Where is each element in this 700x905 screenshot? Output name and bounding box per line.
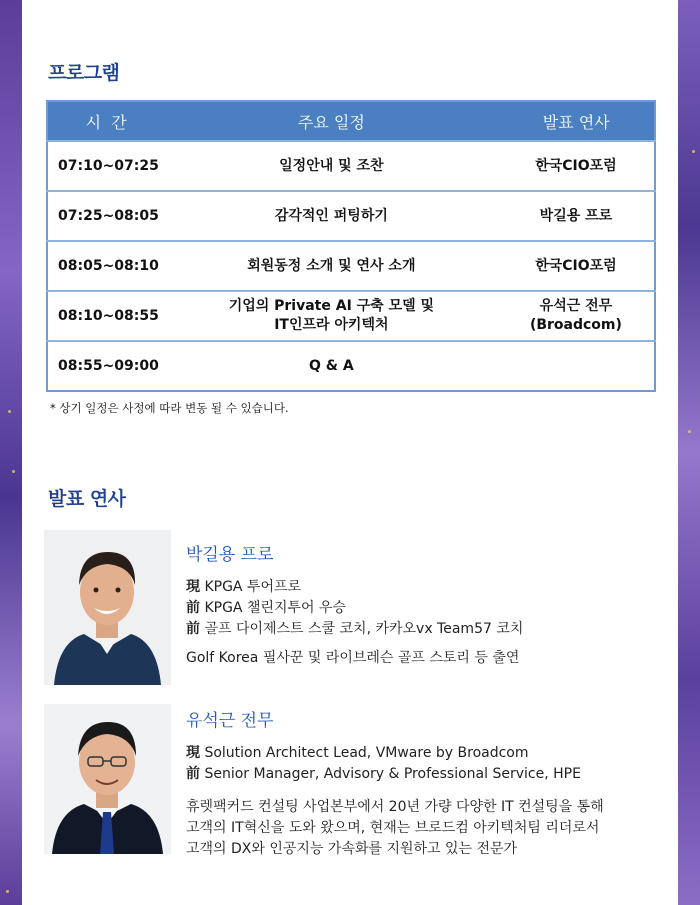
row-speaker xyxy=(498,341,655,391)
speaker-current xyxy=(186,743,676,764)
row-speaker-line: (Broadcom) xyxy=(529,317,622,333)
schedule-note: * 상기 일정은 사정에 따라 변동 될 수 있습니다. xyxy=(50,401,289,415)
table-row xyxy=(47,341,655,391)
header-schedule: 주요 일정 xyxy=(165,101,498,141)
former-mark: 前 xyxy=(186,621,200,637)
gold-speck xyxy=(6,890,9,893)
speaker-portrait-icon xyxy=(44,704,171,854)
speaker-name: 유석근 전무 xyxy=(186,711,274,731)
row-speaker: 박길용 프로 xyxy=(498,191,655,241)
row-schedule: Q & A xyxy=(165,341,498,391)
former-role: KPGA 챌린지투어 우승 xyxy=(204,600,347,616)
speaker-photo xyxy=(44,530,171,685)
right-decorative-border xyxy=(678,0,700,905)
speaker-bio: Golf Korea 필사꾼 및 라이브레슨 골프 스토리 등 출연 xyxy=(186,650,520,666)
row-time: 07:25~08:05 xyxy=(47,191,165,241)
program-table xyxy=(46,100,656,392)
row-speaker-line: 유석근 전무 xyxy=(539,298,613,314)
row-time: 08:55~09:00 xyxy=(47,341,165,391)
speaker-former xyxy=(186,764,676,785)
current-mark: 現 xyxy=(186,579,200,595)
speaker-former xyxy=(186,619,676,640)
table-row xyxy=(47,291,655,341)
speaker-photo xyxy=(44,704,171,854)
speaker-current xyxy=(186,577,676,598)
table-row xyxy=(47,141,655,191)
current-mark: 現 xyxy=(186,745,200,761)
gold-speck xyxy=(12,470,15,473)
speaker-former xyxy=(186,598,676,619)
table-row xyxy=(47,191,655,241)
current-role: Solution Architect Lead, VMware by Broadcom xyxy=(204,745,529,761)
speaker-portrait-icon xyxy=(44,530,171,685)
row-schedule: 일정안내 및 조찬 xyxy=(165,141,498,191)
row-schedule-line: IT인프라 아키텍처 xyxy=(274,317,389,333)
gold-speck xyxy=(688,430,691,433)
speaker-info xyxy=(186,704,676,860)
row-schedule-line: 기업의 Private AI 구축 모델 및 xyxy=(228,298,435,314)
former-mark: 前 xyxy=(186,766,200,782)
row-schedule: 회원동정 소개 및 연사 소개 xyxy=(165,241,498,291)
speaker-name: 박길용 프로 xyxy=(186,545,274,565)
row-schedule: 감각적인 퍼팅하기 xyxy=(165,191,498,241)
table-header-row xyxy=(47,101,655,141)
row-speaker: 한국CIO포럼 xyxy=(498,141,655,191)
content-page xyxy=(22,0,678,905)
row-time: 08:10~08:55 xyxy=(47,291,165,341)
header-speaker: 발표 연사 xyxy=(498,101,655,141)
speaker-info xyxy=(186,530,676,669)
row-time: 08:05~08:10 xyxy=(47,241,165,291)
left-decorative-border xyxy=(0,0,22,905)
current-role: KPGA 투어프로 xyxy=(204,579,302,595)
row-schedule xyxy=(165,291,498,341)
speaker-bio: 고객의 DX와 인공지능 가속화를 지원하고 있는 전문가 xyxy=(186,841,518,857)
program-title: 프로그램 xyxy=(48,62,120,84)
speakers-title: 발표 연사 xyxy=(48,488,126,510)
former-role: 골프 다이제스트 스쿨 코치, 카카오vx Team57 코치 xyxy=(204,621,524,637)
row-speaker xyxy=(498,291,655,341)
row-time: 07:10~07:25 xyxy=(47,141,165,191)
row-speaker: 한국CIO포럼 xyxy=(498,241,655,291)
speaker-bio: 고객의 IT혁신을 도와 왔으며, 현재는 브로드컴 아키텍처팀 리더로서 xyxy=(186,820,600,836)
header-time: 시 간 xyxy=(47,101,165,141)
table-row xyxy=(47,241,655,291)
former-mark: 前 xyxy=(186,600,200,616)
gold-speck xyxy=(692,150,695,153)
gold-speck xyxy=(8,410,11,413)
former-role: Senior Manager, Advisory & Professional Service, HPE xyxy=(204,766,581,782)
speaker-bio: 휴렛팩커드 컨설팅 사업본부에서 20년 가량 다양한 IT 컨설팅을 통해 xyxy=(186,799,604,815)
